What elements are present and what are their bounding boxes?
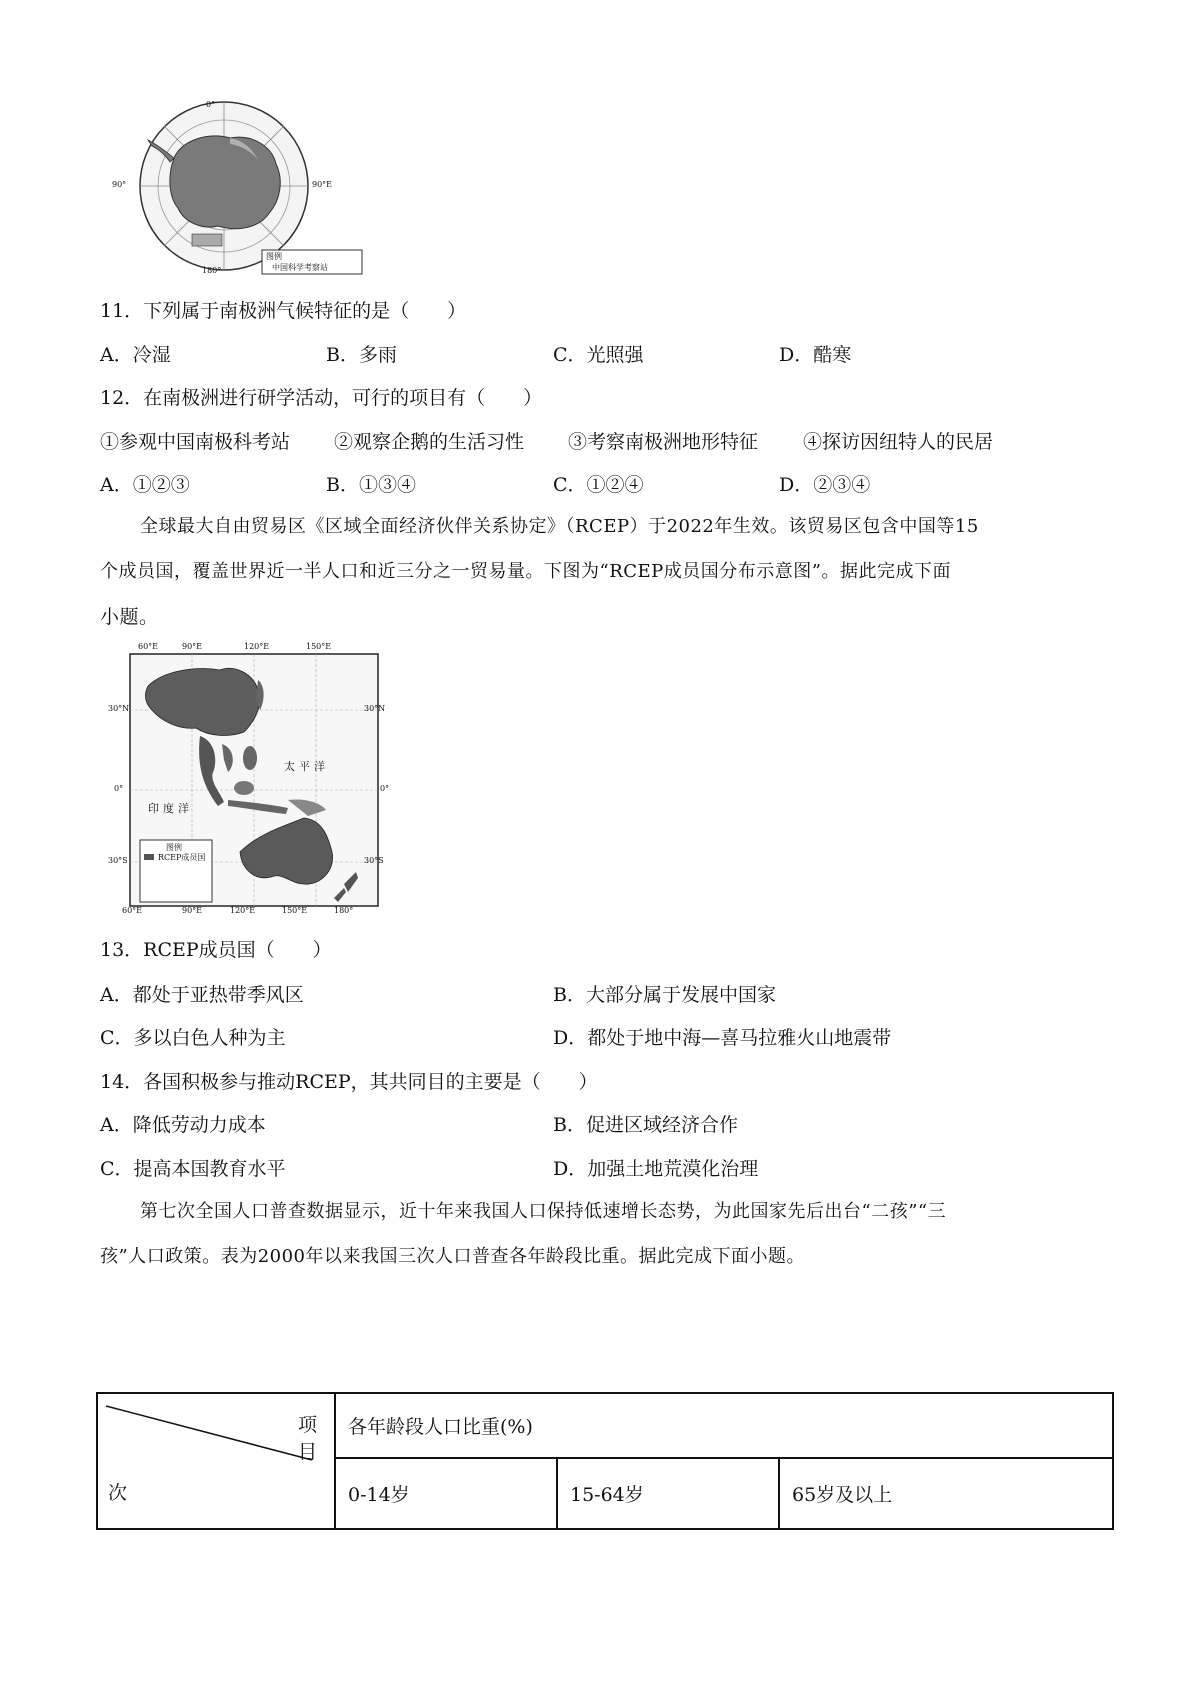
passage-1-line-1: 全球最大自由贸易区《区域全面经济伙伴关系协定》（RCEP）于2022年生效。该贸易区包含中国等15 xyxy=(140,516,979,537)
question-11-option-d[interactable]: D．酷寒 xyxy=(779,344,852,366)
legend-item-rcep: RCEP成员国 xyxy=(158,853,206,862)
question-13-stem: 13．RCEP成员国（ ） xyxy=(100,939,332,961)
right-tick-0: 0° xyxy=(380,784,390,793)
question-14-option-c[interactable]: C．提高本国教育水平 xyxy=(100,1158,286,1180)
meridian-90e-label: 90°E xyxy=(312,180,333,189)
corner-label-item: 项目 xyxy=(298,1414,318,1463)
bottom-tick-180: 180° xyxy=(334,906,354,915)
legend-item-station: 中国科学考察站 xyxy=(272,263,328,272)
left-tick-0: 0° xyxy=(114,784,124,793)
bottom-tick-150e: 150°E xyxy=(282,906,308,915)
question-14-option-d[interactable]: D．加强土地荒漠化治理 xyxy=(553,1158,759,1180)
top-tick-120e: 120°E xyxy=(244,642,270,651)
question-14-option-b[interactable]: B．促进区域经济合作 xyxy=(553,1114,738,1136)
question-13-option-b[interactable]: B．大部分属于发展中国家 xyxy=(553,984,776,1006)
question-12-item-1: ①参观中国南极科考站 xyxy=(100,431,291,453)
top-tick-90e: 90°E xyxy=(182,642,203,651)
bottom-tick-90e: 90°E xyxy=(182,906,203,915)
question-13-option-c[interactable]: C．多以白色人种为主 xyxy=(100,1027,286,1049)
question-12-item-3: ③考察南极洲地形特征 xyxy=(568,431,759,453)
question-13-option-a[interactable]: A．都处于亚热带季风区 xyxy=(100,984,304,1006)
table-col-header: 0-14岁 xyxy=(335,1458,557,1529)
bottom-tick-120e: 120°E xyxy=(230,906,256,915)
question-12-option-a[interactable]: A．①②③ xyxy=(100,474,190,496)
ocean-label-pacific: 太平洋 xyxy=(284,760,329,773)
left-tick-30s: 30°S xyxy=(108,856,128,865)
question-12-stem: 12．在南极洲进行研学活动，可行的项目有（ ） xyxy=(100,387,543,409)
question-11-option-c[interactable]: C．光照强 xyxy=(553,344,644,366)
age-structure-table xyxy=(96,1392,1114,1530)
antarctica-map xyxy=(112,100,374,278)
question-12-item-4: ④探访因纽特人的民居 xyxy=(803,431,994,453)
table-group-header: 各年龄段人口比重(%) xyxy=(335,1393,1113,1458)
meridian-90w-label: 90° xyxy=(112,180,127,189)
question-12-option-c[interactable]: C．①②④ xyxy=(553,474,644,496)
question-11-option-b[interactable]: B．多雨 xyxy=(326,344,397,366)
meridian-0-label: 0° xyxy=(206,100,216,109)
passage-2-line-1: 第七次全国人口普查数据显示，近十年来我国人口保持低速增长态势，为此国家先后出台“二孩”“三 xyxy=(140,1201,947,1222)
question-12-option-b[interactable]: B．①③④ xyxy=(326,474,416,496)
question-14-option-a[interactable]: A．降低劳动力成本 xyxy=(100,1114,266,1136)
passage-1-line-3: 小题。 xyxy=(100,606,159,628)
legend-title: 图例 xyxy=(266,252,282,261)
question-12-option-d[interactable]: D．②③④ xyxy=(779,474,871,496)
ocean-label-indian: 印度洋 xyxy=(148,802,193,815)
passage-1-line-2: 个成员国，覆盖世界近一半人口和近三分之一贸易量。下图为“RCEP成员国分布示意图”。据此完成下面 xyxy=(100,561,951,582)
question-13-option-d[interactable]: D．都处于地中海—喜马拉雅火山地震带 xyxy=(553,1027,892,1049)
right-tick-30n: 30°N xyxy=(364,704,386,713)
legend-title: 图例 xyxy=(166,843,182,852)
top-tick-150e: 150°E xyxy=(306,642,332,651)
corner-label-census: 次 xyxy=(108,1482,128,1504)
question-11-option-a[interactable]: A．冷湿 xyxy=(100,344,171,366)
rcep-map xyxy=(108,640,398,918)
left-tick-30n: 30°N xyxy=(108,704,130,713)
passage-2-line-2: 孩”人口政策。表为2000年以来我国三次人口普查各年龄段比重。据此完成下面小题。 xyxy=(100,1246,806,1267)
question-12-item-2: ②观察企鹅的生活习性 xyxy=(334,431,525,453)
table-col-header: 65岁及以上 xyxy=(779,1458,1113,1529)
top-tick-60e: 60°E xyxy=(138,642,159,651)
right-tick-30s: 30°S xyxy=(364,856,384,865)
question-14-stem: 14．各国积极参与推动RCEP，其共同目的主要是（ ） xyxy=(100,1071,598,1093)
question-11-stem: 11．下列属于南极洲气候特征的是（ ） xyxy=(100,300,467,322)
meridian-180-label: 180° xyxy=(202,266,222,275)
table-corner-cell xyxy=(97,1393,335,1529)
table-col-header: 15-64岁 xyxy=(557,1458,779,1529)
bottom-tick-60e: 60°E xyxy=(122,906,143,915)
